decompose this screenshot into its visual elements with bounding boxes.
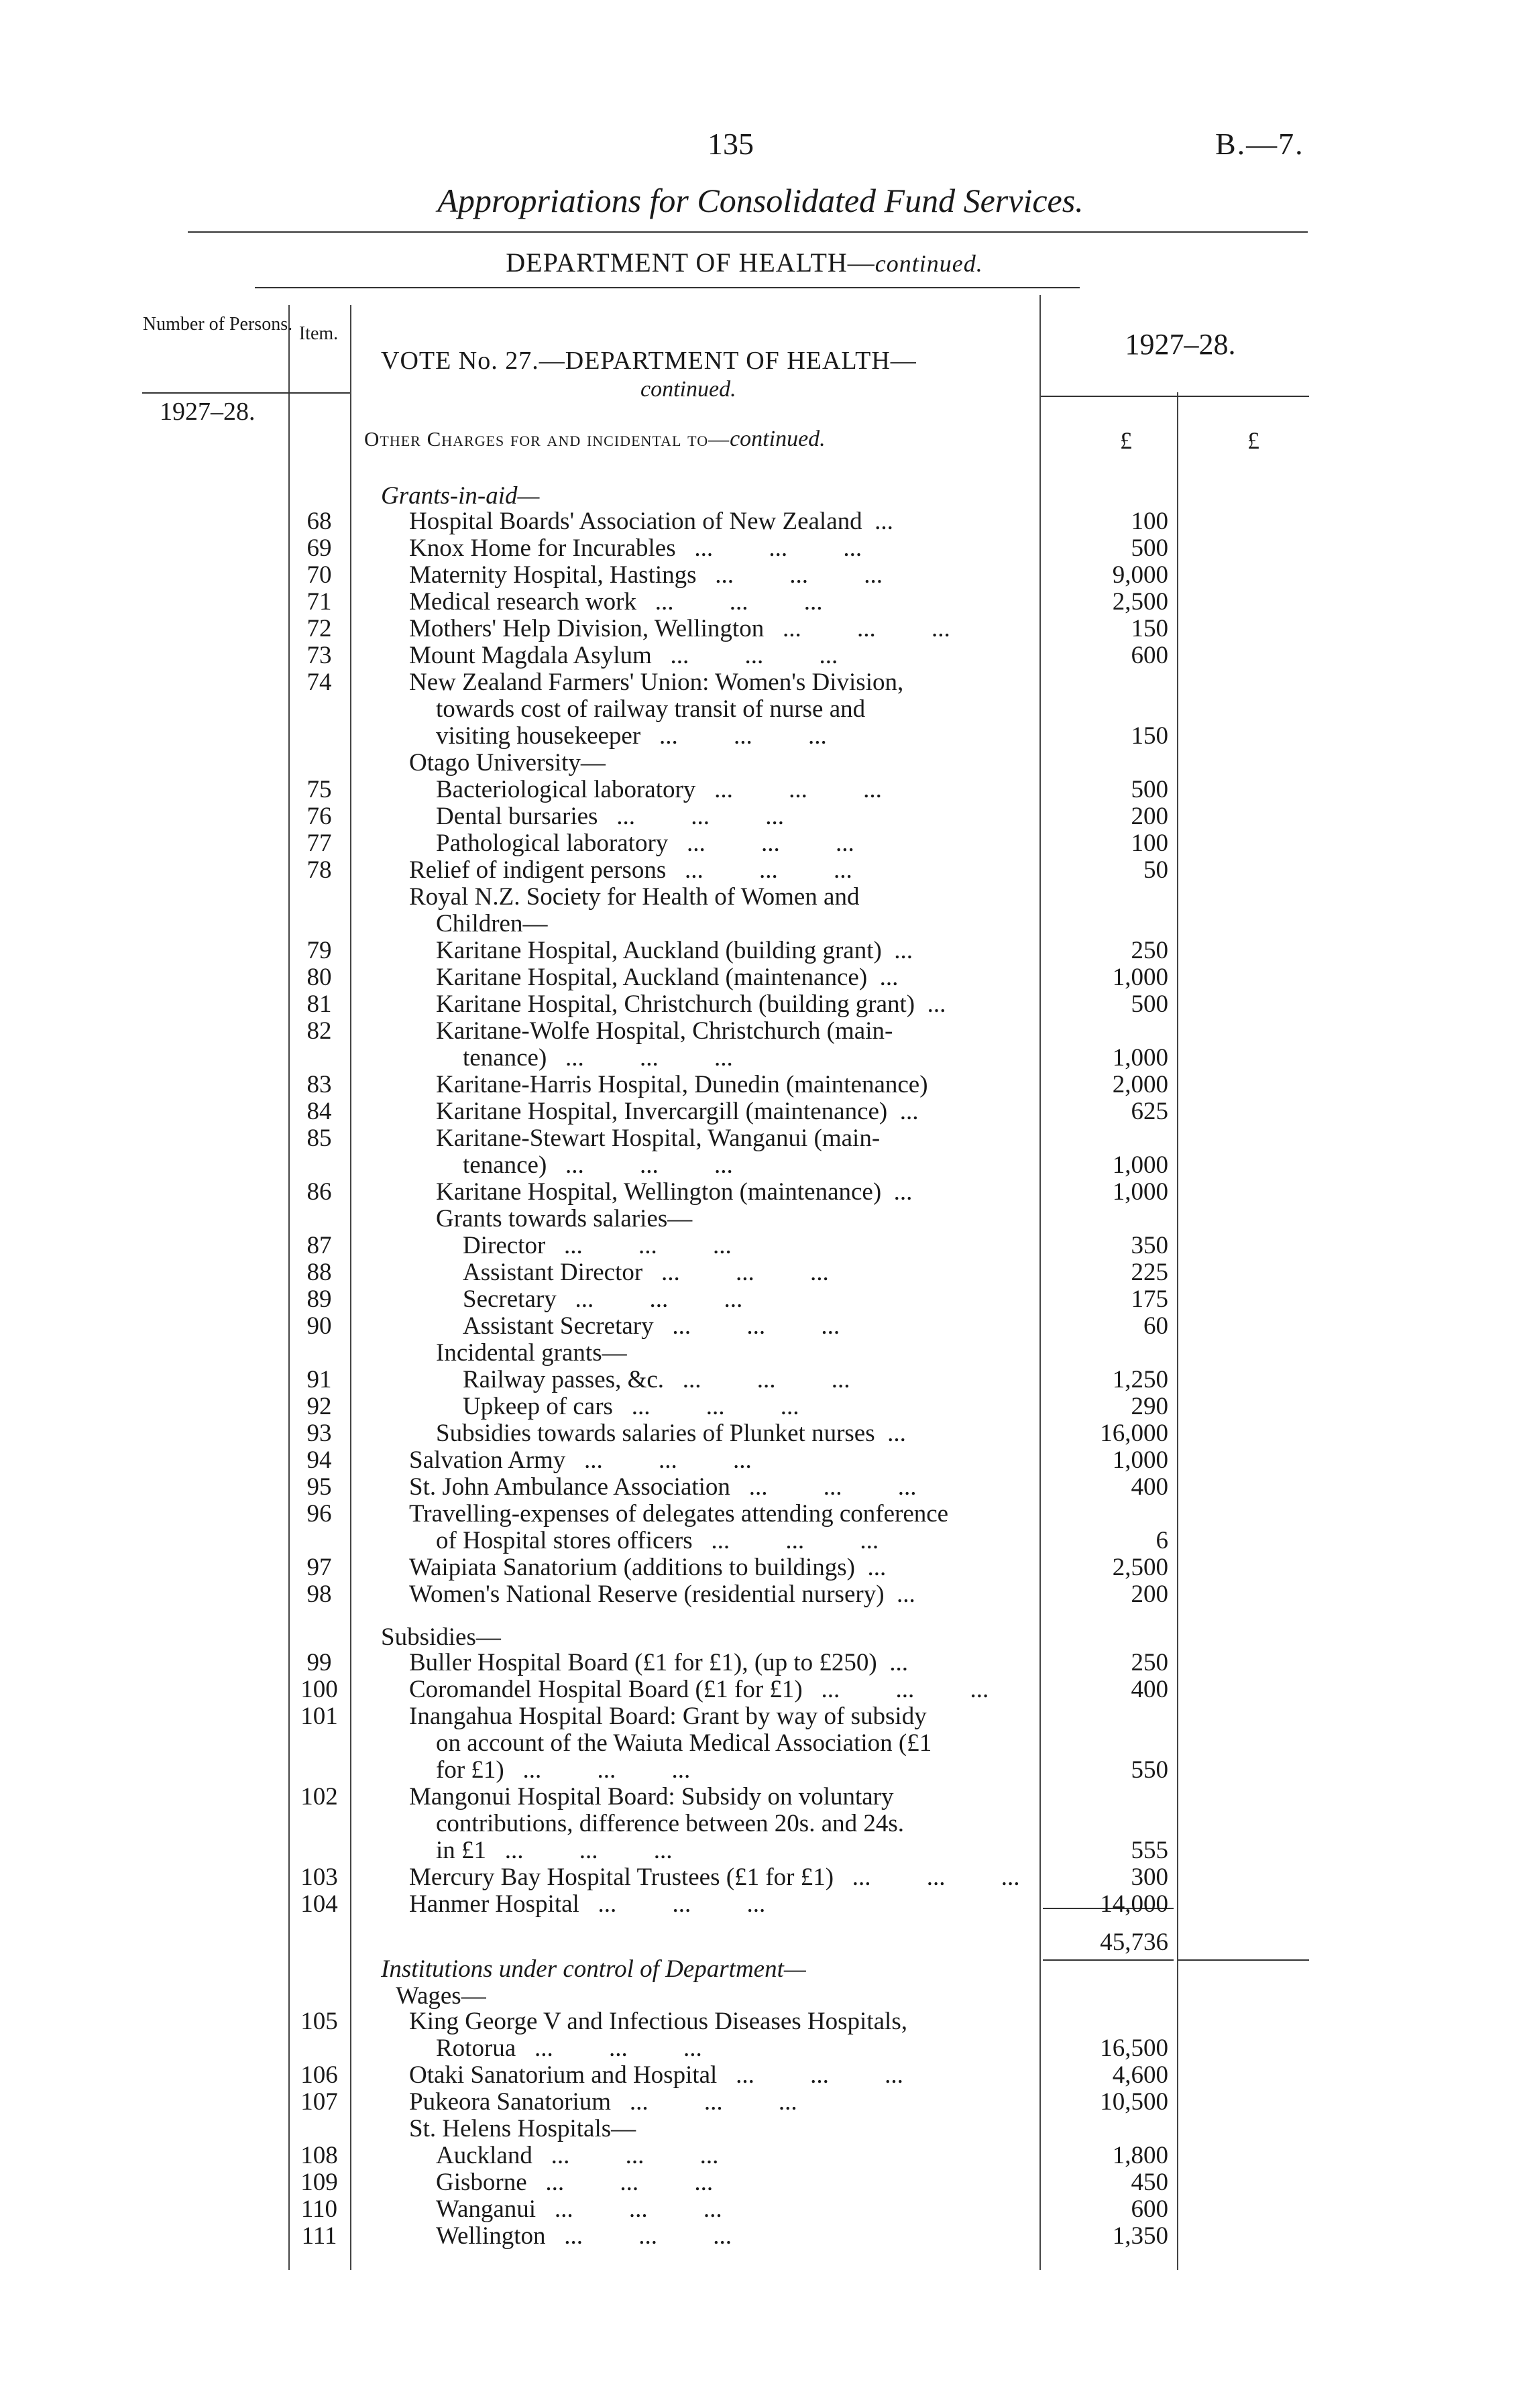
item-number: 72: [306, 615, 332, 642]
item-description: Relief of indigent persons ...: [409, 857, 852, 884]
item-description: Hospital Boards' Association of New Zealand ...: [409, 508, 893, 535]
item-number: 105: [300, 2008, 338, 2035]
item-amount: 16,000: [1100, 1420, 1168, 1447]
item-number: 73: [306, 642, 332, 669]
table-row: [0, 777, 1521, 803]
subtotal-right-rule: [1178, 1959, 1309, 1961]
item-amount: 600: [1131, 642, 1168, 669]
item-description: Inangahua Hospital Board: Grant by way of subsidy: [409, 1703, 927, 1730]
item-description: in £1 ...: [436, 1837, 673, 1864]
table-row: [0, 508, 1521, 535]
item-amount: 200: [1131, 1581, 1168, 1608]
item-description: on account of the Waiuta Medical Association (£1: [436, 1729, 932, 1757]
table-row: [0, 2035, 1521, 2062]
department-name: DEPARTMENT OF HEALTH—: [506, 247, 875, 278]
item-description: Karitane-Stewart Hospital, Wanganui (main-: [436, 1125, 881, 1152]
item-amount: 2,000: [1112, 1071, 1168, 1098]
item-description: Assistant Secretary ...: [463, 1313, 840, 1340]
table-row: [0, 857, 1521, 884]
item-number: 78: [306, 856, 332, 884]
item-amount: 50: [1143, 856, 1168, 884]
item-description: Wellington ...: [436, 2223, 732, 2250]
subsidies-heading: Subsidies—: [381, 1623, 501, 1651]
item-description: Secretary ...: [463, 1286, 742, 1313]
item-description: Buller Hospital Board (£1 for £1), (up to £250) ...: [409, 1649, 908, 1676]
item-amount: 500: [1131, 776, 1168, 803]
table-row: [0, 1098, 1521, 1125]
item-description: tenance) ...: [463, 1045, 733, 1072]
item-number: 83: [306, 1071, 332, 1098]
institutions-heading: Institutions under control of Department—: [381, 1955, 806, 1983]
item-number: 109: [300, 2169, 338, 2196]
item-description: Karitane Hospital, Christchurch (building grant) ...: [436, 990, 946, 1018]
item-amount: 1,350: [1112, 2222, 1168, 2250]
item-amount: 350: [1131, 1232, 1168, 1259]
table-row: [0, 2223, 1521, 2250]
item-description: Karitane Hospital, Wellington (maintenance) ...: [436, 1178, 913, 1206]
other-charges-continued: continued.: [730, 426, 826, 451]
item-number: 101: [300, 1703, 338, 1730]
item-description: Director ...: [463, 1232, 732, 1259]
table-row: [0, 589, 1521, 616]
table-row: [0, 642, 1521, 669]
table-row: [0, 1072, 1521, 1098]
table-row: [0, 884, 1521, 911]
item-number: 89: [306, 1285, 332, 1313]
item-amount: 1,000: [1112, 964, 1168, 991]
table-row: [0, 1676, 1521, 1703]
other-charges-label: Other Charges for and incidental to—: [364, 427, 730, 451]
item-number: 85: [306, 1125, 332, 1152]
item-amount: 290: [1131, 1393, 1168, 1420]
item-header: Item.: [298, 323, 339, 344]
item-number: 88: [306, 1259, 332, 1286]
item-number: 94: [306, 1446, 332, 1474]
item-amount: 450: [1131, 2169, 1168, 2196]
item-amount: 100: [1131, 829, 1168, 857]
table-row: [0, 696, 1521, 723]
item-description: for £1) ...: [436, 1757, 690, 1784]
item-description: Karitane Hospital, Auckland (building grant) ...: [436, 937, 913, 964]
subtotal-bottom-rule: [1043, 1959, 1174, 1961]
item-description: Auckland ...: [436, 2142, 718, 2169]
item-number: 69: [306, 534, 332, 562]
item-description: Mangonui Hospital Board: Subsidy on voluntary: [409, 1783, 894, 1811]
table-row: [0, 1152, 1521, 1179]
item-description: Grants towards salaries—: [436, 1205, 693, 1232]
item-description: Knox Home for Incurables ...: [409, 535, 862, 562]
table-row: [0, 562, 1521, 589]
page-number: 135: [708, 127, 754, 161]
table-row: [0, 2116, 1521, 2142]
item-description: Karitane Hospital, Invercargill (maintenance) ...: [436, 1098, 919, 1125]
item-number: 104: [300, 1890, 338, 1918]
table-row: [0, 723, 1521, 750]
table-row: [0, 1891, 1521, 1918]
item-amount: 1,000: [1112, 1151, 1168, 1179]
item-description: Women's National Reserve (residential nursery) ...: [409, 1581, 915, 1608]
item-description: Rotorua ...: [436, 2035, 702, 2062]
item-amount: 250: [1131, 1649, 1168, 1676]
item-amount: 1,250: [1112, 1366, 1168, 1393]
item-number: 90: [306, 1312, 332, 1340]
item-number: 70: [306, 561, 332, 589]
item-description: Pathological laboratory ...: [436, 830, 854, 857]
item-number: 97: [306, 1554, 332, 1581]
table-top-rule: [255, 287, 1080, 288]
table-row: [0, 1650, 1521, 1676]
table-row: [0, 1811, 1521, 1837]
table-row: [0, 1018, 1521, 1045]
item-description: New Zealand Farmers' Union: Women's Division,: [409, 669, 904, 696]
item-description: Waipiata Sanatorium (additions to buildings) ...: [409, 1554, 887, 1581]
item-description: Children—: [436, 910, 548, 937]
table-row: [0, 1367, 1521, 1393]
table-row: [0, 750, 1521, 777]
table-row: [0, 1313, 1521, 1340]
item-description: Otaki Sanatorium and Hospital ...: [409, 2062, 903, 2089]
item-description: Mothers' Help Division, Wellington ...: [409, 616, 950, 642]
table-row: [0, 1528, 1521, 1554]
number-of-persons-header: Number of Persons.: [142, 314, 293, 335]
item-amount: 14,000: [1100, 1890, 1168, 1918]
table-row: [0, 1757, 1521, 1784]
item-amount: 225: [1131, 1259, 1168, 1286]
item-amount: 150: [1131, 722, 1168, 750]
item-description: Subsidies towards salaries of Plunket nurses ...: [436, 1420, 906, 1447]
pound-sign-column-2: £: [1247, 427, 1259, 454]
item-description: Mount Magdala Asylum ...: [409, 642, 838, 669]
item-description: towards cost of railway transit of nurse and: [436, 695, 866, 723]
item-number: 96: [306, 1500, 332, 1528]
table-row: [0, 830, 1521, 857]
item-description: Karitane-Harris Hospital, Dunedin (maintenance): [436, 1071, 928, 1098]
table-row: [0, 991, 1521, 1018]
item-description: Royal N.Z. Society for Health of Women and: [409, 883, 860, 911]
table-row: [0, 2169, 1521, 2196]
item-amount: 100: [1131, 508, 1168, 535]
item-description: Karitane-Wolfe Hospital, Christchurch (main-: [436, 1017, 893, 1045]
item-amount: 150: [1131, 615, 1168, 642]
item-description: Medical research work ...: [409, 589, 823, 616]
item-amount: 250: [1131, 937, 1168, 964]
page-title: Appropriations for Consolidated Fund Services.: [437, 182, 1084, 219]
table-row: [0, 535, 1521, 562]
table-row: [0, 1206, 1521, 1232]
table-row: [0, 803, 1521, 830]
item-amount: 555: [1131, 1837, 1168, 1864]
document-reference: B.—7.: [1215, 127, 1304, 161]
item-number: 75: [306, 776, 332, 803]
item-number: 99: [306, 1649, 332, 1676]
item-description: Salvation Army ...: [409, 1447, 752, 1474]
item-number: 100: [300, 1676, 338, 1703]
item-description: St. Helens Hospitals—: [409, 2115, 636, 2142]
table-row: [0, 1784, 1521, 1811]
item-rule: [288, 392, 350, 394]
table-row: [0, 1447, 1521, 1474]
item-number: 80: [306, 964, 332, 991]
item-description: Incidental grants—: [436, 1339, 627, 1367]
item-number: 74: [306, 669, 332, 696]
item-description: visiting housekeeper ...: [436, 723, 827, 750]
table-row: [0, 1232, 1521, 1259]
table-row: [0, 669, 1521, 696]
item-number: 95: [306, 1473, 332, 1501]
table-row: [0, 1581, 1521, 1608]
item-number: 102: [300, 1783, 338, 1811]
item-description: contributions, difference between 20s. and 24s.: [436, 1810, 905, 1837]
item-number: 84: [306, 1098, 332, 1125]
table-row: [0, 1259, 1521, 1286]
table-row: [0, 1125, 1521, 1152]
subtotal-amount: 45,736: [1100, 1929, 1168, 1956]
item-number: 82: [306, 1017, 332, 1045]
table-row: [0, 911, 1521, 937]
item-amount: 1,800: [1112, 2142, 1168, 2169]
year-left-rule: [142, 392, 288, 394]
item-amount: 550: [1131, 1756, 1168, 1784]
year-right-rule: [1041, 396, 1309, 397]
item-number: 77: [306, 829, 332, 857]
item-number: 106: [300, 2061, 338, 2089]
item-amount: 1,000: [1112, 1044, 1168, 1072]
item-amount: 200: [1131, 803, 1168, 830]
table-row: [0, 1837, 1521, 1864]
item-description: Pukeora Sanatorium ...: [409, 2089, 797, 2116]
item-description: Bacteriological laboratory ...: [436, 777, 882, 803]
table-row: [0, 1179, 1521, 1206]
item-description: Mercury Bay Hospital Trustees (£1 for £1) ...: [409, 1864, 1020, 1891]
item-amount: 400: [1131, 1473, 1168, 1501]
item-number: 110: [300, 2195, 338, 2223]
item-number: 108: [300, 2142, 338, 2169]
item-amount: 625: [1131, 1098, 1168, 1125]
item-amount: 4,600: [1112, 2061, 1168, 2089]
item-description: St. John Ambulance Association ...: [409, 1474, 916, 1501]
item-amount: 600: [1131, 2195, 1168, 2223]
item-amount: 10,500: [1100, 2088, 1168, 2116]
vote-heading-continued: continued.: [640, 377, 736, 402]
item-number: 71: [306, 588, 332, 616]
table-row: [0, 1286, 1521, 1313]
item-amount: 9,000: [1112, 561, 1168, 589]
department-continued: continued.: [875, 250, 983, 277]
table-row: [0, 2008, 1521, 2035]
item-number: 107: [300, 2088, 338, 2116]
item-amount: 6: [1156, 1527, 1168, 1554]
item-description: Assistant Director ...: [463, 1259, 829, 1286]
item-amount: 1,000: [1112, 1178, 1168, 1206]
item-number: 91: [306, 1366, 332, 1393]
item-description: Wanganui ...: [436, 2196, 722, 2223]
item-description: Travelling-expenses of delegates attending conference: [409, 1500, 949, 1528]
item-description: King George V and Infectious Diseases Hospitals,: [409, 2008, 907, 2035]
item-description: Hanmer Hospital ...: [409, 1891, 765, 1918]
vote-heading: VOTE No. 27.—DEPARTMENT OF HEALTH—: [381, 347, 917, 375]
pound-sign-column-1: £: [1120, 427, 1132, 454]
item-description: Dental bursaries ...: [436, 803, 784, 830]
item-number: 111: [301, 2222, 337, 2250]
item-amount: 500: [1131, 534, 1168, 562]
item-number: 103: [300, 1864, 338, 1891]
grants-in-aid-heading: Grants-in-aid—: [381, 482, 540, 510]
table-row: [0, 2142, 1521, 2169]
item-number: 87: [306, 1232, 332, 1259]
item-description: Upkeep of cars ...: [463, 1393, 799, 1420]
item-amount: 16,500: [1100, 2034, 1168, 2062]
table-row: [0, 2062, 1521, 2089]
item-amount: 2,500: [1112, 588, 1168, 616]
wages-heading: Wages—: [396, 1982, 486, 2010]
item-number: 86: [306, 1178, 332, 1206]
table-row: [0, 1703, 1521, 1730]
title-rule: [188, 231, 1308, 233]
table-row: [0, 1474, 1521, 1501]
item-number: 81: [306, 990, 332, 1018]
table-row: [0, 1864, 1521, 1891]
item-number: 93: [306, 1420, 332, 1447]
item-amount: 175: [1131, 1285, 1168, 1313]
table-row: [0, 1554, 1521, 1581]
table-row: [0, 1393, 1521, 1420]
item-amount: 60: [1143, 1312, 1168, 1340]
table-row: [0, 1045, 1521, 1072]
table-row: [0, 964, 1521, 991]
table-row: [0, 2196, 1521, 2223]
department-heading: [376, 247, 1113, 278]
table-row: [0, 616, 1521, 642]
item-description: Karitane Hospital, Auckland (maintenance) ...: [436, 964, 899, 991]
table-row: [0, 1501, 1521, 1528]
table-row: [0, 1730, 1521, 1757]
table-row: [0, 937, 1521, 964]
item-description: of Hospital stores officers ...: [436, 1528, 879, 1554]
item-amount: 500: [1131, 990, 1168, 1018]
item-number: 98: [306, 1581, 332, 1608]
other-charges-heading: [364, 426, 826, 452]
item-number: 79: [306, 937, 332, 964]
item-number: 92: [306, 1393, 332, 1420]
item-description: Otago University—: [409, 749, 606, 777]
table-row: [0, 2089, 1521, 2116]
item-amount: 300: [1131, 1864, 1168, 1891]
item-description: Railway passes, &c. ...: [463, 1367, 850, 1393]
item-amount: 2,500: [1112, 1554, 1168, 1581]
persons-year-header: 1927–28.: [160, 398, 256, 426]
item-description: Coromandel Hospital Board (£1 for £1) ...: [409, 1676, 989, 1703]
item-description: tenance) ...: [463, 1152, 733, 1179]
item-amount: 1,000: [1112, 1446, 1168, 1474]
item-amount: 400: [1131, 1676, 1168, 1703]
item-number: 68: [306, 508, 332, 535]
item-description: Gisborne ...: [436, 2169, 713, 2196]
amount-year-header: 1927–28.: [1125, 328, 1236, 361]
table-row: [0, 1340, 1521, 1367]
item-number: 76: [306, 803, 332, 830]
table-row: [0, 1420, 1521, 1447]
item-description: Maternity Hospital, Hastings ...: [409, 562, 883, 589]
